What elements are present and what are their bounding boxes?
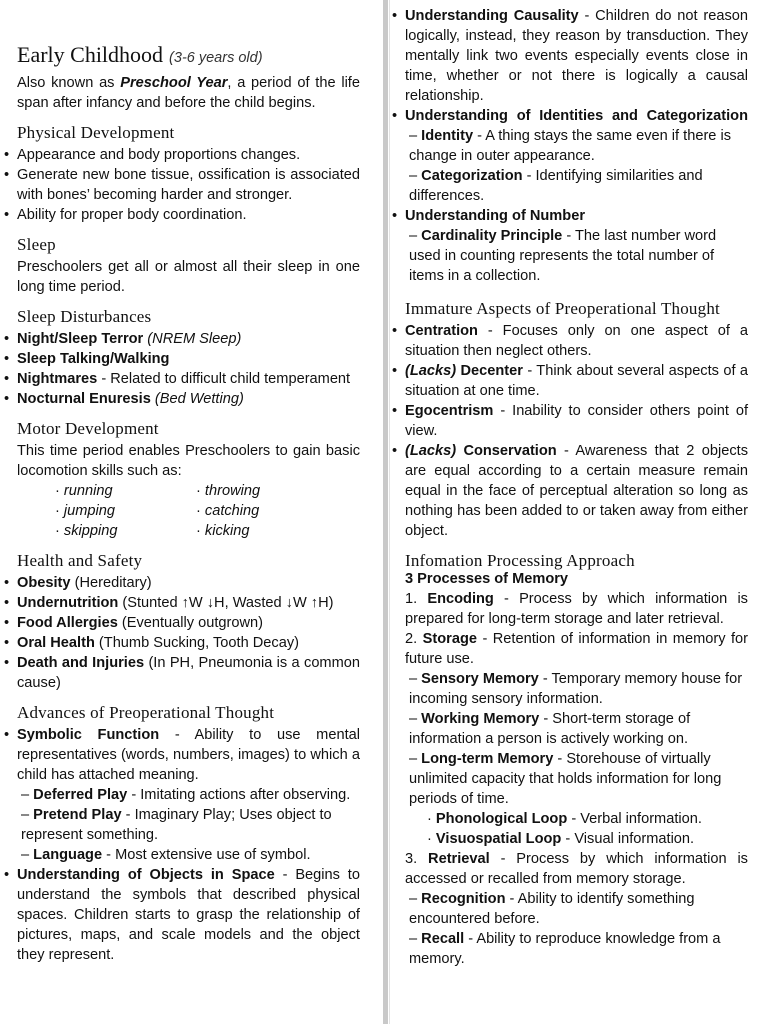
term: Visuospatial Loop [435,831,562,847]
definition: - Visual information. [561,831,695,847]
term: Storage [422,631,477,647]
number: 2. [405,631,423,647]
memory-subheading: 3 Processes of Memory [405,571,569,587]
definition: - The last number word used in counting represents the total number of items in a collection. [409,228,717,284]
term: Categorization [421,168,523,184]
sub-item [405,749,748,809]
term: Food Allergies [17,615,118,631]
definition: - Inability to consider others point of view. [405,403,748,439]
health-heading: Health and Safety [17,551,143,570]
term: Encoding [427,591,494,607]
term: Sleep Talking/Walking [17,351,170,367]
note: (Eventually outgrown) [117,615,264,631]
list-item [17,329,360,349]
definition: - Retention of information in memory for future use. [405,631,748,667]
term: Centration [405,323,478,339]
qualifier: (Lacks) [405,363,457,379]
term: Egocentrism [405,403,494,419]
note: (Stunted ↑W ↓H, Wasted ↓W ↑H) [118,595,334,611]
sub-item [405,889,748,929]
definition: - Imitating actions after observing. [127,787,351,803]
term: Recognition [421,891,506,907]
physical-heading: Physical Development [17,123,175,142]
sub-sub-item [405,829,748,849]
list-item [405,206,748,226]
term: Oral Health [17,635,95,651]
note: (Bed Wetting) [150,391,244,407]
number: 1. [405,591,428,607]
list-item [17,725,360,785]
list-item [405,6,748,106]
sub-item [405,166,748,206]
column-divider-shadow [389,0,390,1024]
definition: - Children do not reason logically, instead, they reason by transduction. They mentally link two events especially events close in time, whether or not there is logically a causal relationship. [405,8,748,104]
list-item: • Appearance and body proportions changes. [17,145,360,165]
term: Nocturnal Enuresis [17,391,151,407]
list-item: • Ability for proper body coordination. [17,205,360,225]
intro-term: Preschool Year [120,75,228,91]
term: Night/Sleep Terror [17,331,144,347]
definition: - Ability to identify something encountered before. [409,891,695,927]
definition: - Identifying similarities and differences. [409,168,703,204]
definition: - Most extensive use of symbol. [102,847,311,863]
memory-process [405,589,748,629]
term: Phonological Loop [435,811,568,827]
skill-item: · kicking [196,521,346,541]
list-item [17,865,360,965]
sub-item [17,805,360,845]
term: Sensory Memory [421,671,539,687]
list-item [17,573,360,593]
definition: - Process by which information is prepared for long-term storage and later retrieval. [405,591,748,627]
list-item [17,369,360,389]
left-column [17,40,360,965]
skill-item: · catching [196,501,346,521]
title-text: Early Childhood [17,42,164,67]
immature-heading: Immature Aspects of Preoperational Thought [405,299,720,318]
term: Understanding Causality [405,8,579,24]
list-item [405,321,748,361]
term: Language [33,847,103,863]
definition: - Storehouse of virtually unlimited capacity that holds information for long periods of time. [409,751,722,807]
skill-item: · running [55,481,196,501]
sub-item [17,845,360,865]
memory-process [405,629,748,669]
sub-item [17,785,360,805]
list-item [405,401,748,441]
term: Understanding of Number [405,208,585,224]
list-item: • Generate new bone tissue, ossification is associated with bones’ becoming harder and stronger. [17,165,360,205]
term: Identity [421,128,474,144]
list-item [405,106,748,126]
definition: - Focuses only on one aspect of a situation then neglect others. [405,323,748,359]
list-item [17,633,360,653]
term: Pretend Play [33,807,122,823]
intro-text: Also known as [17,75,121,91]
list-item [405,361,748,401]
page-title [17,40,360,73]
list-item [17,349,360,369]
sub-item [405,226,748,286]
number: 3. [405,851,429,867]
qualifier: (Lacks) [405,443,457,459]
sub-item [405,669,748,709]
definition: - Begins to understand the symbols that described physical spaces. Children starts to grasp the relationship of pictures, maps, and scale models and the object they represent. [17,867,360,963]
note: (Hereditary) [70,575,152,591]
skill-item: · skipping [55,521,196,541]
term: Understanding of Objects in Space [17,867,275,883]
term: Obesity [17,575,71,591]
column-divider [383,0,388,1024]
list-item [17,613,360,633]
definition: - Think about several aspects of a situation at one time. [405,363,748,399]
term: Undernutrition [17,595,119,611]
note: (NREM Sleep) [143,331,242,347]
definition: - Verbal information. [567,811,702,827]
list-item [405,441,748,541]
definition: - Related to difficult child temperament [97,371,351,387]
definition: - Imaginary Play; Uses object to represent something. [21,807,332,843]
term: Working Memory [421,711,540,727]
motor-heading: Motor Development [17,419,159,438]
definition: - Awareness that 2 objects are equal according to a certain measure remain equal in the face of perceptual alteration so long as nothing has been added to or taken away from either object. [405,443,748,539]
sub-item [405,929,748,969]
definition: - A thing stays the same even if there is change in outer appearance. [409,128,732,164]
info-heading: Infomation Processing Approach [405,551,635,570]
skills-grid [17,481,360,541]
term: Long-term Memory [421,751,554,767]
definition: - Short-term storage of information a person is actively working on. [409,711,691,747]
definition: - Ability to reproduce knowledge from a memory. [409,931,721,967]
list-item [17,593,360,613]
term: Nightmares [17,371,98,387]
definition: - Process by which information is accessed or recalled from memory storage. [405,851,748,887]
intro-text-end: , a period of the life span after infancy and before the child begins. [17,75,360,111]
term: Cardinality Principle [421,228,563,244]
term: Symbolic Function [17,727,160,743]
disturbances-heading: Sleep Disturbances [17,307,152,326]
term: Conservation [463,443,557,459]
sleep-text: Preschoolers get all or almost all their sleep in one long time period. [17,259,360,295]
term: Retrieval [428,851,490,867]
term: Decenter [460,363,523,379]
term: Death and Injuries [17,655,145,671]
list-item [17,653,360,693]
skill-item: · throwing [196,481,346,501]
motor-text: This time period enables Preschoolers to gain basic locomotion skills such as: [17,443,360,479]
sub-sub-item [405,809,748,829]
term: Deferred Play [33,787,128,803]
term: Recall [421,931,465,947]
definition: - Temporary memory house for incoming sensory information. [409,671,743,707]
memory-process [405,849,748,889]
note: (In PH, Pneumonia is a common cause) [17,655,360,691]
sub-item [405,709,748,749]
right-column [405,6,748,969]
title-age-range: (3-6 years old) [169,50,263,66]
sub-item [405,126,748,166]
term: Understanding of Identities and Categorization [405,108,748,124]
sleep-heading: Sleep [17,235,56,254]
advances-heading: Advances of Preoperational Thought [17,703,275,722]
skill-item: · jumping [55,501,196,521]
list-item [17,389,360,409]
intro-paragraph [17,73,360,113]
note: (Thumb Sucking, Tooth Decay) [94,635,299,651]
definition: - Ability to use mental representatives (words, numbers, images) to which a child has attached meaning. [17,727,360,783]
